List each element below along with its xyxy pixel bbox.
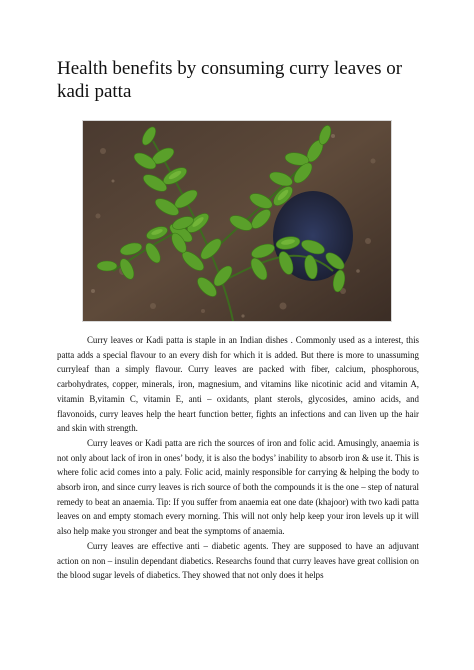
- article-body: [57, 333, 419, 583]
- curry-leaves-photo: [82, 120, 392, 322]
- paragraph-diabetes: Curry leaves are effective anti – diabetic agents. They are supposed to have an adjuvant action on non – insulin dependant diabetics. Researchs found that curry leaves have great collision on the blood sugar levels of diabetics. They showed that not only does it helps: [57, 540, 419, 581]
- document-title: Health benefits by consuming curry leaves or kadi patta: [57, 58, 403, 102]
- curry-leaf-plant-image: [83, 121, 391, 321]
- paragraph-nutrients: Curry leaves or Kadi patta is staple in an Indian dishes . Commonly used as a interest, this patta adds a special flavour to an every dish for which it is added. But there is more to unassuming curryleaf than a simply flavour. Curry leaves are packed with fiber, calcium, phosphorous, carbohydrates, copper, minerals, iron, magnesium, and vitamins like nicotinic acid and vitamin A, vitamin B,vitamin C, vitamin E, anti – oxidants, plant sterols, glycosides, amino acids, and flavonoids, curry leaves help the heart function better, fights an infections and can liven up the hair and skin with strength.: [57, 335, 419, 434]
- paragraph-anaemia: Curry leaves or Kadi patta are rich the sources of iron and folic acid. Amusingly, anaemia is not only about lack of iron in ones’ body, it is also the bodys’ inability to absorb iron & use it. This is where folic acid comes into a paly. Folic acid, mainly responsible for carrying & helping the body to absorb iron, and since curry leaves is rich source of both the compounds it is the one – step of natural remedy to beat an anaemia. Tip: If you suffer from anaemia eat one date (khajoor) with two kadi patta leaves on and empty stomach every morning. This will not only help keep your iron levels up it will also help make you stronger and beat the symptoms of anaemia.: [57, 437, 419, 537]
